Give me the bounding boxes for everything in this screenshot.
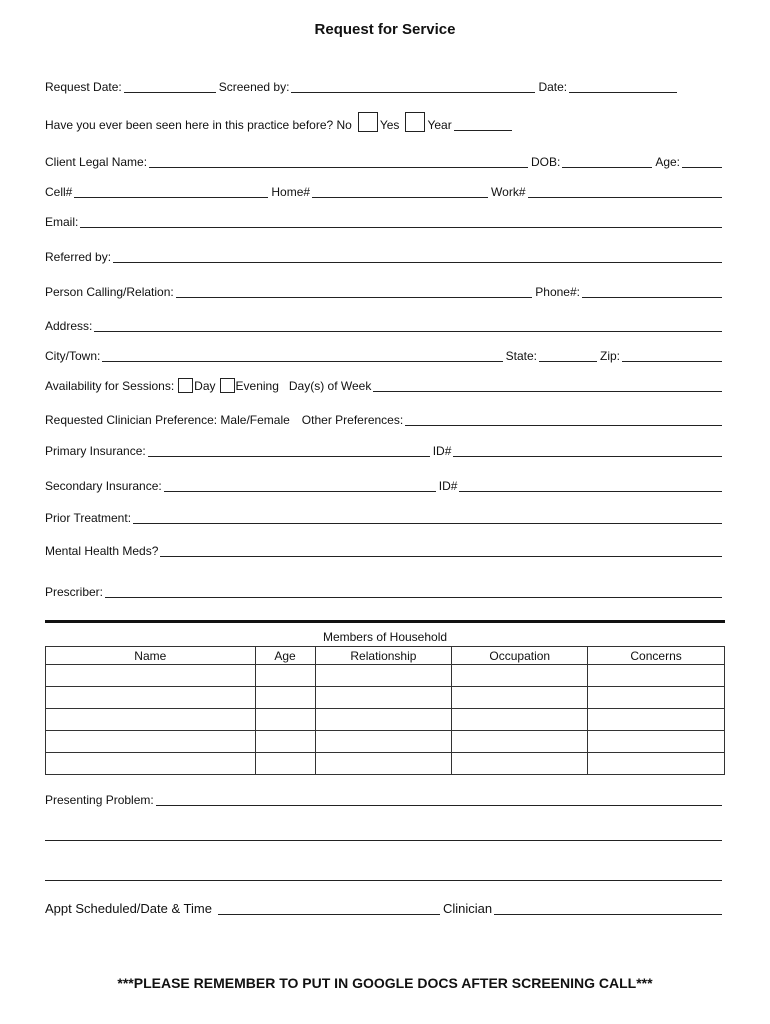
- table-cell[interactable]: [46, 687, 256, 709]
- presenting-problem-label: Presenting Problem:: [45, 793, 154, 807]
- table-cell[interactable]: [255, 753, 315, 775]
- prescriber-label: Prescriber:: [45, 585, 104, 599]
- table-cell[interactable]: [452, 753, 588, 775]
- table-row: [46, 665, 725, 687]
- secondary-id-label: ID#: [438, 479, 458, 493]
- referred-by-label: Referred by:: [45, 250, 112, 264]
- request-date-label: Request Date:: [45, 80, 122, 94]
- primary-insurance-label: Primary Insurance:: [45, 444, 146, 458]
- person-calling-row: [45, 285, 725, 299]
- table-row: [46, 687, 725, 709]
- availability-label: Availability for Sessions:: [45, 379, 175, 393]
- table-cell[interactable]: [46, 709, 256, 731]
- phone-label: Phone#:: [535, 285, 580, 299]
- table-cell[interactable]: [452, 687, 588, 709]
- prior-treatment-row: [45, 511, 725, 525]
- email-label: Email:: [45, 215, 79, 229]
- dob-label: DOB:: [530, 155, 561, 169]
- secondary-insurance-row: [45, 479, 725, 493]
- prior-treatment-field[interactable]: [133, 511, 722, 524]
- clinician-label: Clinician: [442, 901, 493, 916]
- presenting-problem-line-2: [45, 828, 725, 842]
- city-row: [45, 349, 725, 363]
- presenting-problem-row: [45, 793, 725, 807]
- table-cell[interactable]: [255, 687, 315, 709]
- address-field[interactable]: [94, 319, 722, 332]
- prior-treatment-label: Prior Treatment:: [45, 511, 132, 525]
- other-pref-label: Other Preferences:: [301, 413, 404, 427]
- household-caption: Members of Household: [322, 630, 448, 644]
- table-cell[interactable]: [452, 665, 588, 687]
- age-label: Age:: [655, 155, 680, 169]
- table-cell[interactable]: [315, 709, 452, 731]
- age-field[interactable]: [682, 155, 722, 168]
- table-cell[interactable]: [588, 709, 725, 731]
- yes-label: Yes: [379, 118, 400, 132]
- col-name: Name: [46, 647, 256, 665]
- table-row: [46, 709, 725, 731]
- dob-field[interactable]: [562, 155, 652, 168]
- work-label: Work#: [491, 185, 526, 199]
- table-cell[interactable]: [452, 731, 588, 753]
- table-row: [46, 731, 725, 753]
- primary-id-label: ID#: [432, 444, 452, 458]
- secondary-insurance-label: Secondary Insurance:: [45, 479, 162, 493]
- state-field[interactable]: [539, 349, 597, 362]
- table-cell[interactable]: [588, 687, 725, 709]
- city-label: City/Town:: [45, 349, 101, 363]
- household-header-row: [46, 647, 725, 665]
- col-concerns: Concerns: [588, 647, 725, 665]
- email-row: [45, 215, 725, 229]
- screened-by-field[interactable]: [291, 80, 535, 93]
- table-cell[interactable]: [315, 753, 452, 775]
- clinician-field[interactable]: [494, 902, 722, 915]
- address-label: Address:: [45, 319, 93, 333]
- presenting-problem-field-2[interactable]: [45, 828, 722, 841]
- primary-id-field[interactable]: [453, 444, 722, 457]
- primary-insurance-field[interactable]: [148, 444, 430, 457]
- cell-label: Cell#: [45, 185, 73, 199]
- col-occupation: Occupation: [452, 647, 588, 665]
- date-field[interactable]: [569, 80, 677, 93]
- footer-reminder: ***PLEASE REMEMBER TO PUT IN GOOGLE DOCS AFTER SCREENING CALL***: [117, 975, 653, 991]
- table-cell[interactable]: [588, 731, 725, 753]
- days-of-week-label: Day(s) of Week: [288, 379, 372, 393]
- mental-health-meds-label: Mental Health Meds?: [45, 544, 159, 558]
- date-label: Date:: [538, 80, 568, 94]
- table-cell[interactable]: [588, 753, 725, 775]
- request-date-row: [45, 80, 725, 94]
- table-cell[interactable]: [255, 731, 315, 753]
- table-cell[interactable]: [255, 709, 315, 731]
- col-relationship: Relationship: [315, 647, 452, 665]
- clinician-preference-row: [45, 413, 725, 427]
- prescriber-field[interactable]: [105, 585, 722, 598]
- table-cell[interactable]: [46, 665, 256, 687]
- table-cell[interactable]: [46, 753, 256, 775]
- mental-health-meds-field[interactable]: [160, 544, 722, 557]
- mental-health-meds-row: [45, 544, 725, 558]
- availability-row: [45, 378, 725, 393]
- presenting-problem-line-3: [45, 868, 725, 882]
- table-cell[interactable]: [255, 665, 315, 687]
- days-of-week-field[interactable]: [373, 379, 722, 392]
- cell-field[interactable]: [74, 185, 268, 198]
- zip-label: Zip:: [599, 349, 620, 363]
- home-field[interactable]: [312, 185, 488, 198]
- col-age: Age: [255, 647, 315, 665]
- appointment-row: [45, 902, 725, 916]
- primary-insurance-row: [45, 444, 725, 458]
- evening-checkbox[interactable]: [220, 378, 235, 393]
- zip-field[interactable]: [622, 349, 722, 362]
- home-label: Home#: [271, 185, 311, 199]
- table-cell[interactable]: [452, 709, 588, 731]
- table-cell[interactable]: [315, 687, 452, 709]
- section-divider: [45, 620, 725, 623]
- client-name-row: [45, 155, 725, 169]
- form-title: Request for Service: [314, 21, 456, 38]
- household-table: [45, 646, 725, 775]
- referred-by-field[interactable]: [113, 250, 722, 263]
- day-label: Day: [194, 379, 216, 393]
- person-calling-label: Person Calling/Relation:: [45, 285, 174, 299]
- phone-field[interactable]: [582, 285, 722, 298]
- yes-checkbox[interactable]: [405, 112, 425, 132]
- request-date-field[interactable]: [124, 80, 216, 93]
- table-cell[interactable]: [315, 731, 452, 753]
- screened-by-label: Screened by:: [218, 80, 290, 94]
- presenting-problem-field-3[interactable]: [45, 868, 722, 881]
- year-label: Year: [427, 118, 452, 132]
- prescriber-row: [45, 585, 725, 599]
- appt-field[interactable]: [218, 902, 440, 915]
- other-pref-field[interactable]: [405, 413, 722, 426]
- clinician-pref-label: Requested Clinician Preference: Male/Female: [45, 413, 290, 427]
- client-name-label: Client Legal Name:: [45, 155, 148, 169]
- address-row: [45, 319, 725, 333]
- evening-label: Evening: [235, 379, 279, 393]
- work-field[interactable]: [528, 185, 723, 198]
- table-cell[interactable]: [46, 731, 256, 753]
- city-field[interactable]: [102, 349, 502, 362]
- email-field[interactable]: [80, 215, 722, 228]
- year-field[interactable]: [454, 118, 512, 131]
- table-cell[interactable]: [588, 665, 725, 687]
- seen-before-row: [45, 112, 725, 132]
- client-name-field[interactable]: [149, 155, 528, 168]
- secondary-id-field[interactable]: [459, 479, 722, 492]
- presenting-problem-field[interactable]: [156, 793, 722, 806]
- phone-numbers-row: [45, 185, 725, 199]
- table-row: [46, 753, 725, 775]
- state-label: State:: [505, 349, 537, 363]
- day-checkbox[interactable]: [178, 378, 193, 393]
- referred-by-row: [45, 250, 725, 264]
- person-calling-field[interactable]: [176, 285, 533, 298]
- seen-before-label: Have you ever been seen here in this practice before? No: [45, 118, 352, 132]
- table-cell[interactable]: [315, 665, 452, 687]
- no-checkbox[interactable]: [358, 112, 378, 132]
- appt-label: Appt Scheduled/Date & Time: [45, 901, 212, 916]
- secondary-insurance-field[interactable]: [164, 479, 436, 492]
